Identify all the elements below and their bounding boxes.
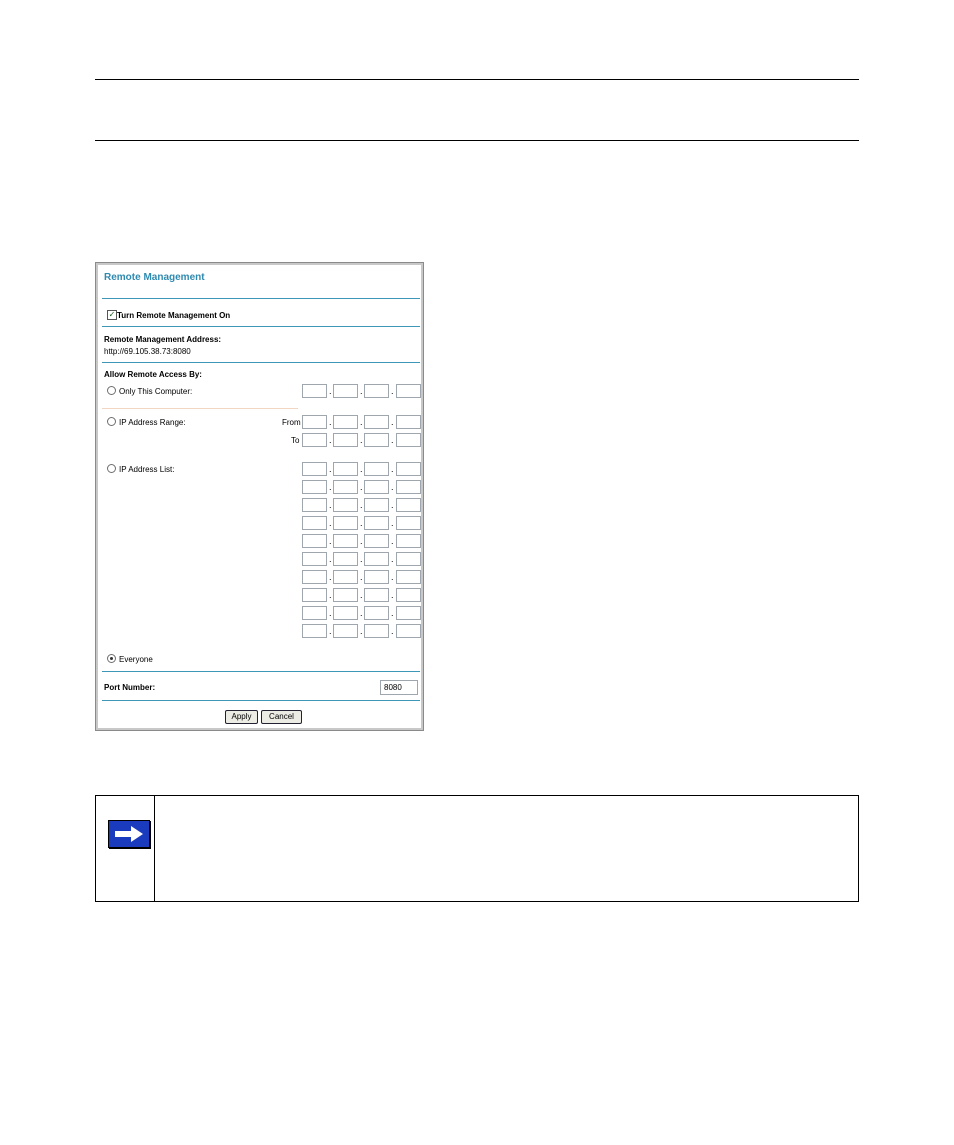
ip-octet-input[interactable] bbox=[333, 534, 358, 548]
ip-octet-input[interactable] bbox=[396, 480, 421, 494]
ip-octet-input[interactable] bbox=[396, 498, 421, 512]
ip-dot-separator: . bbox=[360, 386, 363, 396]
ip-octet-input[interactable] bbox=[396, 516, 421, 530]
ip-dot-separator: . bbox=[329, 554, 332, 564]
ip-dot-separator: . bbox=[329, 464, 332, 474]
ip-octet-input[interactable] bbox=[302, 462, 327, 476]
ip-octet-input[interactable] bbox=[364, 498, 389, 512]
ip-octet-input[interactable] bbox=[364, 588, 389, 602]
ip-dot-separator: . bbox=[391, 572, 394, 582]
ip-dot-separator: . bbox=[360, 435, 363, 445]
ip-octet-input[interactable] bbox=[364, 570, 389, 584]
ip-octet-input[interactable] bbox=[364, 552, 389, 566]
ip-octet-input[interactable] bbox=[396, 415, 421, 429]
ip-dot-separator: . bbox=[391, 518, 394, 528]
ip-dot-separator: . bbox=[360, 518, 363, 528]
ip-octet-input[interactable] bbox=[302, 588, 327, 602]
header-rule-bottom bbox=[95, 140, 859, 141]
radio-only-this-computer[interactable] bbox=[107, 386, 116, 395]
ip-dot-separator: . bbox=[391, 417, 394, 427]
ip-dot-separator: . bbox=[360, 536, 363, 546]
ip-dot-separator: . bbox=[391, 386, 394, 396]
ip-octet-input[interactable] bbox=[302, 433, 327, 447]
ip-dot-separator: . bbox=[329, 608, 332, 618]
ip-octet-input[interactable] bbox=[396, 552, 421, 566]
ip-octet-input[interactable] bbox=[333, 498, 358, 512]
ip-octet-input[interactable] bbox=[333, 624, 358, 638]
ip-octet-input[interactable] bbox=[333, 552, 358, 566]
ip-dot-separator: . bbox=[329, 518, 332, 528]
ip-dot-separator: . bbox=[391, 554, 394, 564]
port-label: Port Number: bbox=[104, 683, 156, 692]
remote-management-form bbox=[102, 267, 420, 727]
ip-octet-input[interactable] bbox=[302, 552, 327, 566]
ip-octet-input[interactable] bbox=[364, 462, 389, 476]
ip-octet-input[interactable] bbox=[364, 415, 389, 429]
ip-dot-separator: . bbox=[391, 435, 394, 445]
ip-octet-input[interactable] bbox=[333, 516, 358, 530]
port-number-input[interactable]: 8080 bbox=[380, 680, 418, 695]
address-value: http://69.105.38.73:8080 bbox=[104, 347, 191, 356]
ip-octet-input[interactable] bbox=[396, 570, 421, 584]
ip-range-label: IP Address Range: bbox=[119, 418, 186, 427]
ip-dot-separator: . bbox=[391, 626, 394, 636]
ip-dot-separator: . bbox=[329, 572, 332, 582]
turn-on-label: Turn Remote Management On bbox=[117, 311, 231, 320]
ip-dot-separator: . bbox=[329, 500, 332, 510]
ip-octet-input[interactable] bbox=[396, 534, 421, 548]
ip-octet-input[interactable] bbox=[302, 480, 327, 494]
ip-dot-separator: . bbox=[360, 590, 363, 600]
ip-dot-separator: . bbox=[360, 500, 363, 510]
ip-octet-input[interactable] bbox=[302, 570, 327, 584]
separator bbox=[102, 671, 420, 672]
ip-dot-separator: . bbox=[329, 386, 332, 396]
separator bbox=[102, 700, 420, 701]
ip-octet-input[interactable] bbox=[333, 433, 358, 447]
cancel-button[interactable]: Cancel bbox=[261, 710, 302, 724]
ip-dot-separator: . bbox=[329, 482, 332, 492]
ip-octet-input[interactable] bbox=[364, 534, 389, 548]
ip-dot-separator: . bbox=[329, 417, 332, 427]
ip-octet-input[interactable] bbox=[364, 433, 389, 447]
ip-dot-separator: . bbox=[360, 554, 363, 564]
apply-button[interactable]: Apply bbox=[225, 710, 258, 724]
ip-octet-input[interactable] bbox=[302, 415, 327, 429]
ip-octet-input[interactable] bbox=[364, 384, 389, 398]
from-label: From bbox=[282, 418, 301, 427]
to-label: To bbox=[291, 436, 300, 445]
ip-dot-separator: . bbox=[391, 500, 394, 510]
ip-octet-input[interactable] bbox=[302, 498, 327, 512]
ip-dot-separator: . bbox=[360, 572, 363, 582]
separator bbox=[102, 326, 420, 327]
remote-management-screenshot bbox=[95, 262, 424, 731]
ip-dot-separator: . bbox=[360, 464, 363, 474]
ip-dot-separator: . bbox=[391, 482, 394, 492]
note-divider bbox=[154, 796, 155, 901]
ip-octet-input[interactable] bbox=[396, 588, 421, 602]
separator bbox=[102, 362, 420, 363]
ip-octet-input[interactable] bbox=[333, 606, 358, 620]
turn-on-checkbox[interactable]: ✓ bbox=[108, 310, 116, 319]
ip-octet-input[interactable] bbox=[396, 462, 421, 476]
ip-dot-separator: . bbox=[360, 608, 363, 618]
ip-octet-input[interactable] bbox=[333, 462, 358, 476]
everyone-label: Everyone bbox=[119, 655, 153, 664]
only-this-computer-label: Only This Computer: bbox=[119, 387, 193, 396]
ip-dot-separator: . bbox=[391, 536, 394, 546]
right-arrow-icon bbox=[108, 820, 150, 848]
ip-dot-separator: . bbox=[391, 464, 394, 474]
ip-dot-separator: . bbox=[391, 590, 394, 600]
ip-dot-separator: . bbox=[329, 536, 332, 546]
ip-octet-input[interactable] bbox=[364, 606, 389, 620]
ip-list-label: IP Address List: bbox=[119, 465, 175, 474]
header-rule-top bbox=[95, 79, 859, 80]
separator-light bbox=[102, 408, 298, 409]
radio-ip-list[interactable] bbox=[107, 464, 116, 473]
ip-octet-input[interactable] bbox=[333, 384, 358, 398]
ip-octet-input[interactable] bbox=[396, 384, 421, 398]
ip-octet-input[interactable] bbox=[364, 516, 389, 530]
ip-dot-separator: . bbox=[329, 590, 332, 600]
ip-dot-separator: . bbox=[360, 482, 363, 492]
panel-title: Remote Management bbox=[104, 272, 205, 283]
ip-dot-separator: . bbox=[360, 417, 363, 427]
ip-octet-input[interactable] bbox=[396, 606, 421, 620]
address-label: Remote Management Address: bbox=[104, 335, 222, 344]
ip-octet-input[interactable] bbox=[333, 588, 358, 602]
ip-octet-input[interactable] bbox=[396, 433, 421, 447]
radio-ip-range[interactable] bbox=[107, 417, 116, 426]
ip-octet-input[interactable] bbox=[333, 570, 358, 584]
ip-dot-separator: . bbox=[360, 626, 363, 636]
radio-everyone[interactable] bbox=[107, 654, 116, 663]
ip-octet-input[interactable] bbox=[333, 415, 358, 429]
ip-octet-input[interactable] bbox=[396, 624, 421, 638]
ip-octet-input[interactable] bbox=[302, 516, 327, 530]
ip-octet-input[interactable] bbox=[302, 534, 327, 548]
allow-label: Allow Remote Access By: bbox=[104, 370, 202, 379]
ip-octet-input[interactable] bbox=[302, 606, 327, 620]
ip-dot-separator: . bbox=[329, 626, 332, 636]
ip-octet-input[interactable] bbox=[364, 624, 389, 638]
ip-octet-input[interactable] bbox=[302, 624, 327, 638]
ip-dot-separator: . bbox=[391, 608, 394, 618]
separator bbox=[102, 298, 420, 299]
ip-octet-input[interactable] bbox=[333, 480, 358, 494]
ip-dot-separator: . bbox=[329, 435, 332, 445]
ip-octet-input[interactable] bbox=[364, 480, 389, 494]
note-box bbox=[95, 795, 859, 902]
ip-octet-input[interactable] bbox=[302, 384, 327, 398]
